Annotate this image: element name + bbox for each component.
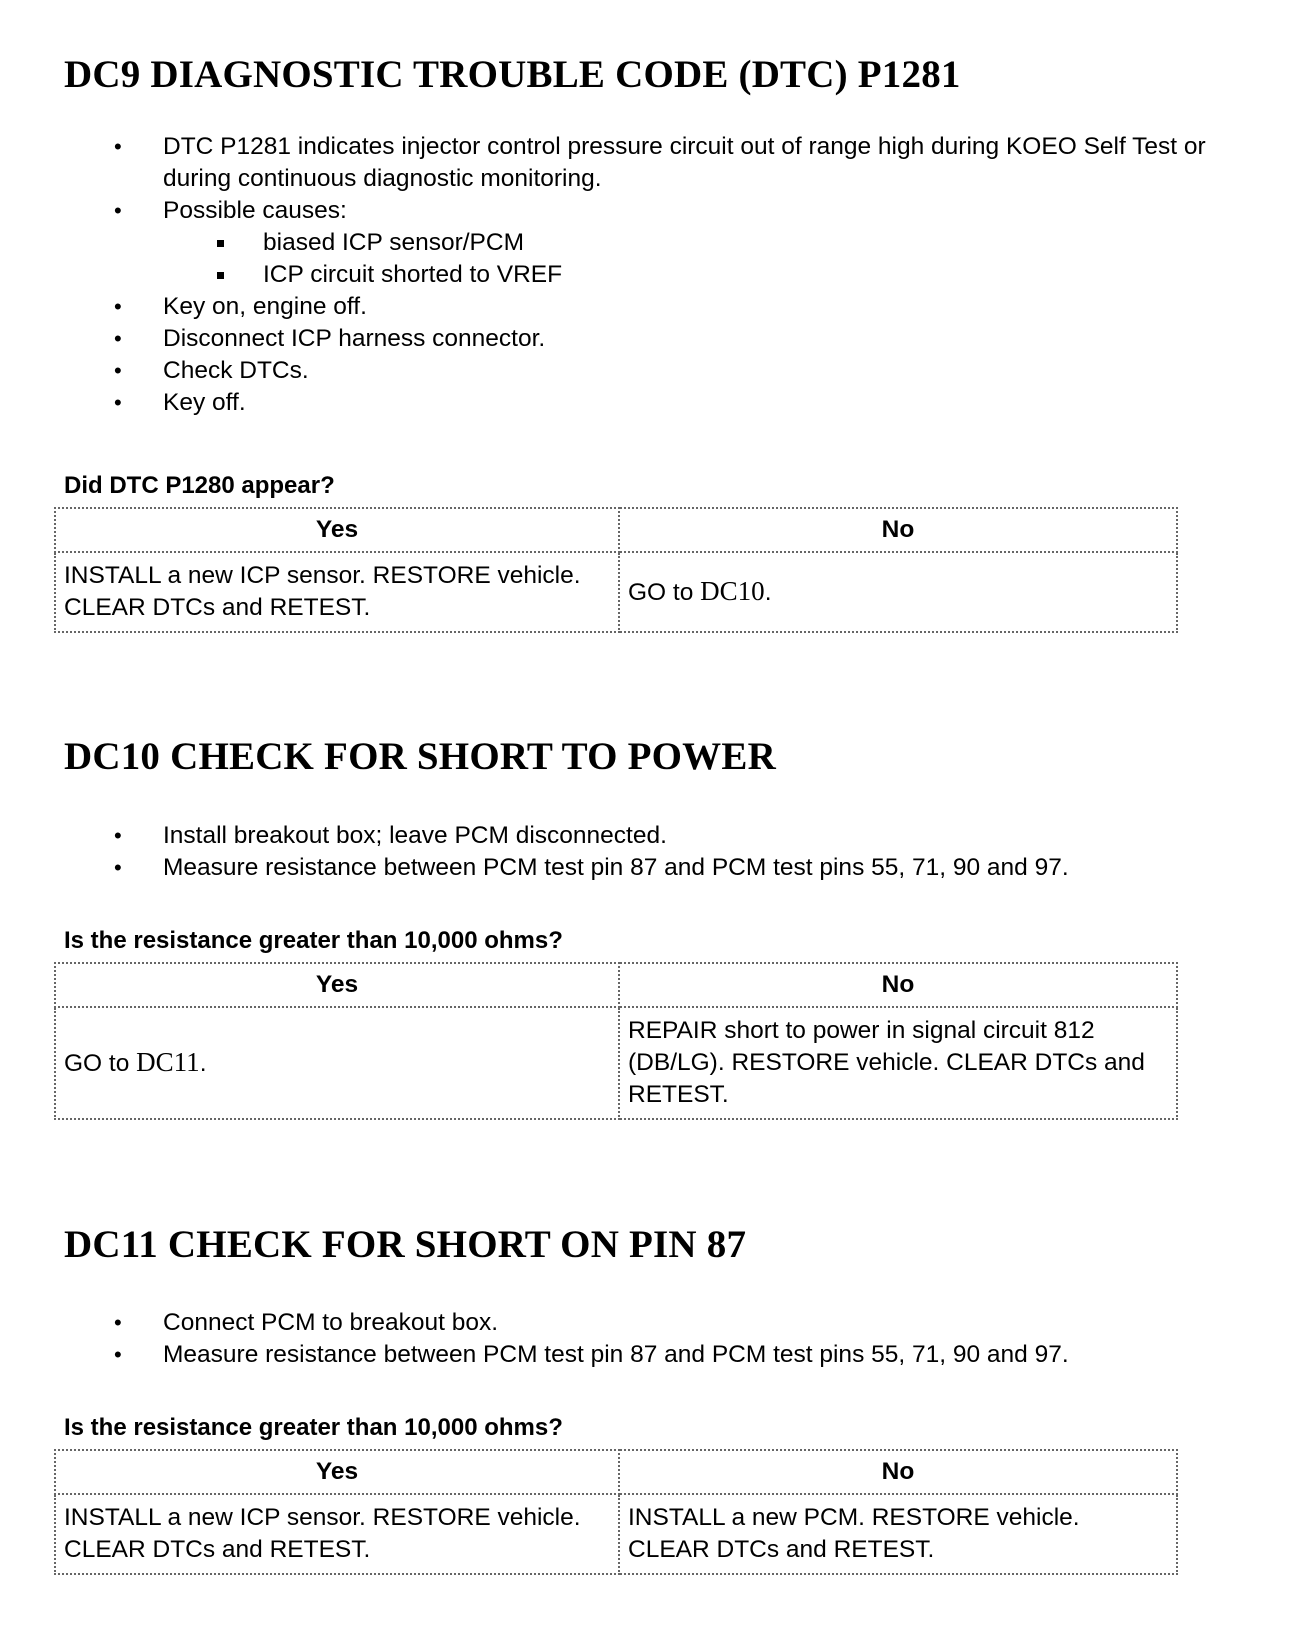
bullet-text: Connect PCM to breakout box. <box>163 1309 499 1336</box>
bullet-icon: • <box>114 198 122 223</box>
cause-text: biased ICP sensor/PCM <box>263 229 524 256</box>
dc9-bullet-list <box>0 131 1263 419</box>
table-header-row <box>55 1450 1177 1494</box>
yes-header: Yes <box>55 508 619 552</box>
bullet-text: Possible causes: <box>163 197 347 224</box>
no-cell-prefix: GO to <box>628 579 694 606</box>
bullet-text: Measure resistance between PCM test pin 87 and PCM test pins 55, 71, 90 and 97. <box>163 854 1069 881</box>
list-item <box>0 387 1263 419</box>
bullet-icon: • <box>114 326 122 351</box>
table-row <box>55 1494 1177 1574</box>
yes-cell-suffix: . <box>199 1050 207 1077</box>
bullet-icon: • <box>114 390 122 415</box>
dc11-reference-link[interactable]: DC11 <box>136 1047 200 1077</box>
dc10-question: Is the resistance greater than 10,000 ohms? <box>64 927 563 954</box>
bullet-icon: • <box>114 358 122 383</box>
no-header: No <box>619 1450 1177 1494</box>
dc11-title: DC11 CHECK FOR SHORT ON PIN 87 <box>64 1223 747 1266</box>
dc10-reference-link[interactable]: DC10 <box>700 576 765 606</box>
yes-header: Yes <box>55 1450 619 1494</box>
no-cell: REPAIR short to power in signal circuit 812 (DB/LG). RESTORE vehicle. CLEAR DTCs and RETEST. <box>619 1007 1177 1119</box>
bullet-icon: • <box>114 134 122 159</box>
list-item <box>0 852 1069 884</box>
possible-causes-list <box>163 227 1263 291</box>
dc9-yes-no-table <box>54 507 1178 633</box>
dc11-question: Is the resistance greater than 10,000 ohms? <box>64 1414 563 1441</box>
table-header-row <box>55 963 1177 1007</box>
list-item <box>0 1339 1069 1371</box>
bullet-icon: • <box>114 1310 122 1335</box>
list-item <box>163 259 1263 291</box>
bullet-icon: • <box>114 1342 122 1367</box>
yes-cell-prefix: GO to <box>64 1050 130 1077</box>
yes-cell: INSTALL a new ICP sensor. RESTORE vehicle. CLEAR DTCs and RETEST. <box>55 552 619 632</box>
table-header-row <box>55 508 1177 552</box>
no-header: No <box>619 963 1177 1007</box>
bullet-text: Install breakout box; leave PCM disconnected. <box>163 822 667 849</box>
no-cell: INSTALL a new PCM. RESTORE vehicle. CLEAR DTCs and RETEST. <box>619 1494 1177 1574</box>
no-cell <box>619 552 1177 632</box>
dc10-yes-no-table <box>54 962 1178 1120</box>
cause-text: ICP circuit shorted to VREF <box>263 261 563 288</box>
bullet-icon: • <box>114 855 122 880</box>
list-item <box>0 131 1263 195</box>
list-item <box>0 323 1263 355</box>
list-item <box>163 227 1263 259</box>
no-cell-suffix: . <box>764 579 772 606</box>
bullet-icon: • <box>114 294 122 319</box>
dc9-question: Did DTC P1280 appear? <box>64 472 335 499</box>
list-item <box>0 195 1263 291</box>
list-item <box>0 291 1263 323</box>
dc10-title: DC10 CHECK FOR SHORT TO POWER <box>64 735 776 778</box>
no-header: No <box>619 508 1177 552</box>
list-item <box>0 820 1069 852</box>
list-item <box>0 355 1263 387</box>
bullet-text: Measure resistance between PCM test pin 87 and PCM test pins 55, 71, 90 and 97. <box>163 1341 1069 1368</box>
dc9-title: DC9 DIAGNOSTIC TROUBLE CODE (DTC) P1281 <box>64 53 961 96</box>
bullet-text: DTC P1281 indicates injector control pressure circuit out of range high during KOEO Self Test or during continuous diagnostic monitoring. <box>163 133 1206 192</box>
list-item <box>0 1307 1069 1339</box>
dc11-bullet-list <box>0 1307 1069 1371</box>
bullet-icon: • <box>114 823 122 848</box>
bullet-text: Check DTCs. <box>163 357 309 384</box>
table-row <box>55 1007 1177 1119</box>
bullet-text: Key off. <box>163 389 246 416</box>
bullet-text: Key on, engine off. <box>163 293 367 320</box>
yes-cell: INSTALL a new ICP sensor. RESTORE vehicle. CLEAR DTCs and RETEST. <box>55 1494 619 1574</box>
table-row <box>55 552 1177 632</box>
square-bullet-icon <box>217 272 224 279</box>
dc11-yes-no-table <box>54 1449 1178 1575</box>
dc10-bullet-list <box>0 820 1069 884</box>
yes-header: Yes <box>55 963 619 1007</box>
bullet-text: Disconnect ICP harness connector. <box>163 325 546 352</box>
yes-cell <box>55 1007 619 1119</box>
square-bullet-icon <box>217 240 224 247</box>
